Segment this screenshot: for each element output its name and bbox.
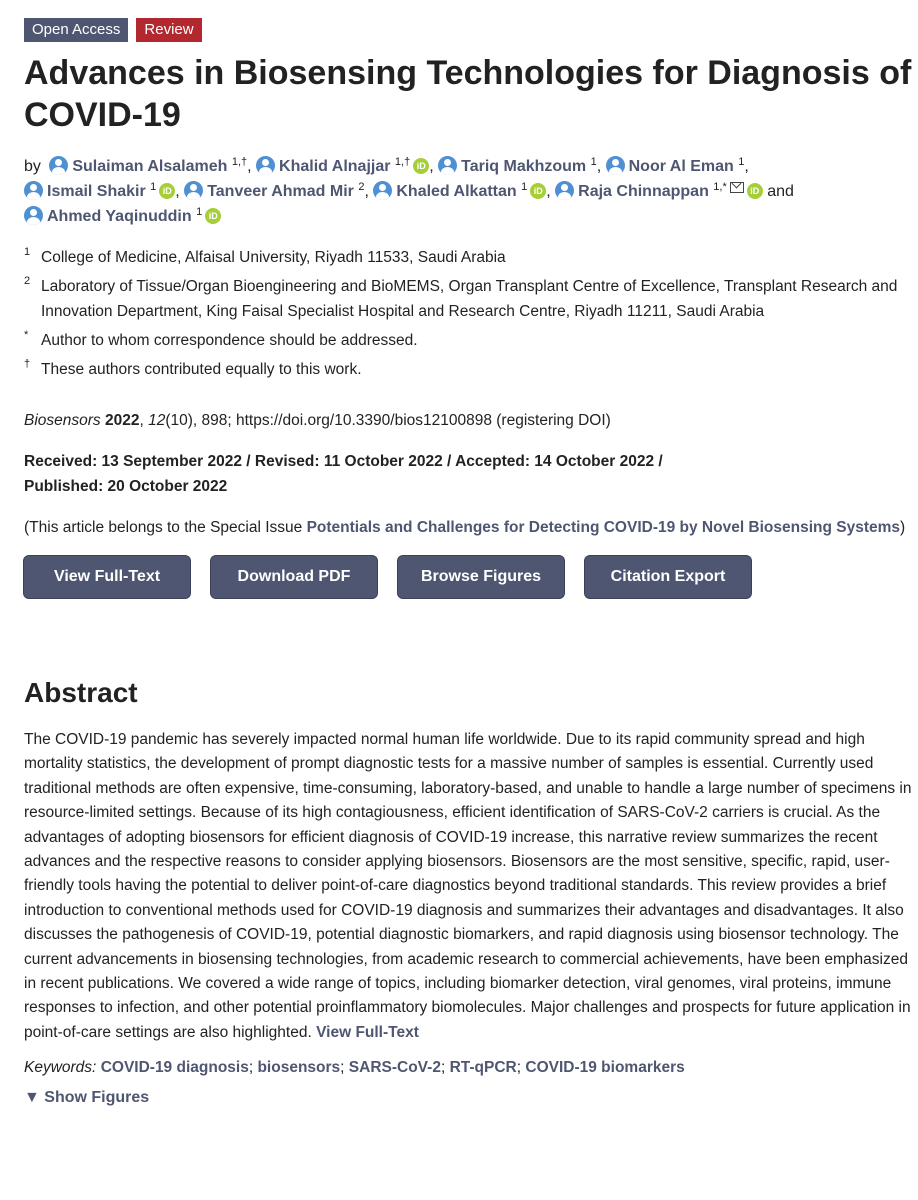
person-icon[interactable] [184, 181, 203, 200]
orcid-icon[interactable]: iD [159, 183, 175, 199]
person-icon[interactable] [24, 181, 43, 200]
by-label: by [24, 158, 41, 175]
keyword-link[interactable]: SARS-CoV-2 [348, 1059, 441, 1077]
author-name[interactable]: Noor Al Eman [628, 158, 734, 175]
citation-volume: 12 [148, 412, 166, 429]
person-icon[interactable] [24, 206, 43, 225]
affiliation-item [24, 328, 912, 353]
author-name[interactable]: Tariq Makhzoum [461, 158, 587, 175]
author-affiliation-sup: 1 [738, 156, 745, 168]
article-title: Advances in Biosensing Technologies for Diagnosis of COVID-19 [24, 54, 912, 134]
orcid-icon[interactable]: iD [205, 208, 221, 224]
author-list: by Sulaiman Alsalameh $^{1,\dagger}$, Khalid Alnajjar $^{1,\dagger}$ iD , Tariq Makhzoum $^1$, Noor Al Eman $^1$, Ismail Shakir $^1$ iD , Tanveer Ahmad Mir $^2$, Khaled Alkattan $^1$ iD , Raja Chinnappan $^{1,*}$ iD and Ahmed Yaqinuddin $^1$ iD [24, 156, 794, 225]
journal-name: Biosensors [24, 412, 101, 429]
review-badge[interactable]: Review [136, 18, 201, 42]
article-actions [24, 556, 912, 598]
affiliation-text: Laboratory of Tissue/Organ Bioengineering and BioMEMS, Organ Transplant Centre of Excellence, Transplant Research and Innovation Department, King Faisal Specialist Hospital and Research Centre, Riyadh 11211, Saudi Arabia [41, 278, 898, 320]
author-name[interactable]: Tanveer Ahmad Mir [207, 183, 354, 200]
dates-line-2: Published: 20 October 2022 [24, 478, 228, 495]
browse-figures-button[interactable]: Browse Figures [398, 556, 564, 598]
publication-dates [24, 449, 912, 499]
affiliation-text: College of Medicine, Alfaisal University, Riyadh 11533, Saudi Arabia [41, 249, 506, 266]
affiliation-item [24, 357, 912, 382]
author-separator: and [767, 183, 794, 200]
citation-export-button[interactable]: Citation Export [585, 556, 751, 598]
author-entry [256, 158, 429, 175]
article-page [24, 18, 912, 1110]
dates-line-1: Received: 13 September 2022 / Revised: 11 October 2022 / Accepted: 14 October 2022 / [24, 453, 663, 470]
author-entry [24, 183, 175, 200]
author-affiliation-sup: 1 [521, 181, 528, 193]
special-issue-note [24, 515, 912, 540]
abstract-body: The COVID-19 pandemic has severely impacted normal human life worldwide. Due to its rapid community spread and high mortality statistics, the development of prompt diagnostic tests for a massive number of samples is essential. Currently used traditional methods are often expensive, time-consuming, laboratory-based, and unable to handle a large number of specimens in resource-limited settings. Because of its high contagiousness, efficient identification of SARS-CoV-2 carriers is crucial. As the advantages of adopting biosensors for efficient diagnosis of COVID-19 increase, this narrative review summarizes the recent advances and the respective reasons to consider applying biosensors. Biosensors are the most sensitive, specific, rapid, user-friendly tools having the potential to deliver point-of-care diagnostics beyond traditional standards. This review provides a brief introduction to conventional methods used for COVID-19 diagnosis and summarizes their advantages and disadvantages. It also discusses the pathogenesis of COVID-19, potential diagnostic biomarkers, and rapid diagnosis using biosensor technology. The current advancements in biosensing technologies, from academic research to commercial achievements, have been emphasized in recent publications. We covered a wide range of topics, including biomarker detection, viral genomes, viral proteins, immune responses to infection, and other potential proinflammatory biomolecules. Major challenges and prospects for future application in point-of-care settings are also highlighted. [24, 731, 912, 1041]
affiliation-text: Author to whom correspondence should be addressed. [41, 332, 418, 349]
affiliation-marker: 1 [24, 246, 31, 258]
person-icon[interactable] [373, 181, 392, 200]
mail-icon[interactable] [730, 182, 744, 193]
author-name[interactable]: Khalid Alnajjar [279, 158, 391, 175]
author-affiliation-sup: 1 [150, 181, 157, 193]
author-name[interactable]: Khaled Alkattan [396, 183, 517, 200]
keywords-label: Keywords: [24, 1059, 97, 1077]
author-name[interactable]: Ahmed Yaqinuddin [47, 208, 192, 225]
author-affiliation-sup: 1,* [713, 181, 727, 193]
article-badges [24, 18, 912, 42]
author-affiliation-sup: 2 [358, 181, 365, 193]
keywords: Keywords: COVID-19 diagnosis; biosensors; SARS-CoV-2; RT-qPCR; COVID-19 biomarkers [24, 1059, 685, 1077]
special-issue-link[interactable]: Potentials and Challenges for Detecting COVID-19 by Novel Biosensing Systems [306, 519, 901, 536]
affiliation-item [24, 245, 912, 270]
affiliation-list [24, 245, 912, 382]
author-name[interactable]: Sulaiman Alsalameh [72, 158, 228, 175]
author-name[interactable]: Ismail Shakir [47, 183, 146, 200]
keyword-link[interactable]: biosensors [257, 1059, 341, 1077]
affiliation-item [24, 274, 912, 324]
view-full-text-button[interactable]: View Full-Text [24, 556, 190, 598]
author-name[interactable]: Raja Chinnappan [578, 183, 709, 200]
affiliation-marker: * [24, 329, 29, 341]
author-entry [184, 183, 364, 200]
orcid-icon[interactable]: iD [530, 183, 546, 199]
open-access-badge[interactable]: Open Access [24, 18, 128, 42]
citation-line: Biosensors 2022, 12(10), 898; https://doi.org/10.3390/bios12100898 (registering DOI) [24, 412, 611, 429]
abstract-text [24, 728, 912, 1045]
author-affiliation-sup: 1,† [394, 156, 411, 168]
abstract-heading: Abstract [24, 677, 138, 708]
affiliation-text: These authors contributed equally to this work. [41, 361, 362, 378]
person-icon[interactable] [438, 156, 457, 175]
author-entry [438, 158, 597, 175]
person-icon[interactable] [49, 156, 68, 175]
citation-rest: (10), 898; https://doi.org/10.3390/bios12100898 (registering DOI) [165, 412, 611, 429]
special-issue-prefix: (This article belongs to the Special Issue [24, 519, 307, 536]
affiliation-marker: 2 [24, 275, 31, 287]
person-icon[interactable] [555, 181, 574, 200]
show-figures-toggle[interactable]: ▼ Show Figures [24, 1089, 150, 1107]
person-icon[interactable] [606, 156, 625, 175]
author-entry [373, 183, 546, 200]
keyword-link[interactable]: COVID-19 biomarkers [525, 1059, 685, 1077]
abstract-full-text-link[interactable]: View Full-Text [316, 1023, 419, 1041]
author-affiliation-sup: 1,† [231, 156, 248, 168]
download-pdf-button[interactable]: Download PDF [211, 556, 377, 598]
author-entry [49, 158, 247, 175]
orcid-icon[interactable]: iD [413, 158, 429, 174]
author-entry [24, 208, 221, 225]
keyword-link[interactable]: COVID-19 diagnosis [100, 1059, 249, 1077]
keyword-link[interactable]: RT-qPCR [449, 1059, 517, 1077]
special-issue-suffix: ) [900, 519, 906, 536]
author-entry [606, 158, 745, 175]
affiliation-marker: † [24, 358, 31, 370]
orcid-icon[interactable]: iD [747, 183, 763, 199]
author-affiliation-sup: 1 [196, 206, 203, 218]
citation-year: 2022 [105, 412, 140, 429]
author-entry [555, 183, 763, 200]
person-icon[interactable] [256, 156, 275, 175]
author-affiliation-sup: 1 [590, 156, 597, 168]
